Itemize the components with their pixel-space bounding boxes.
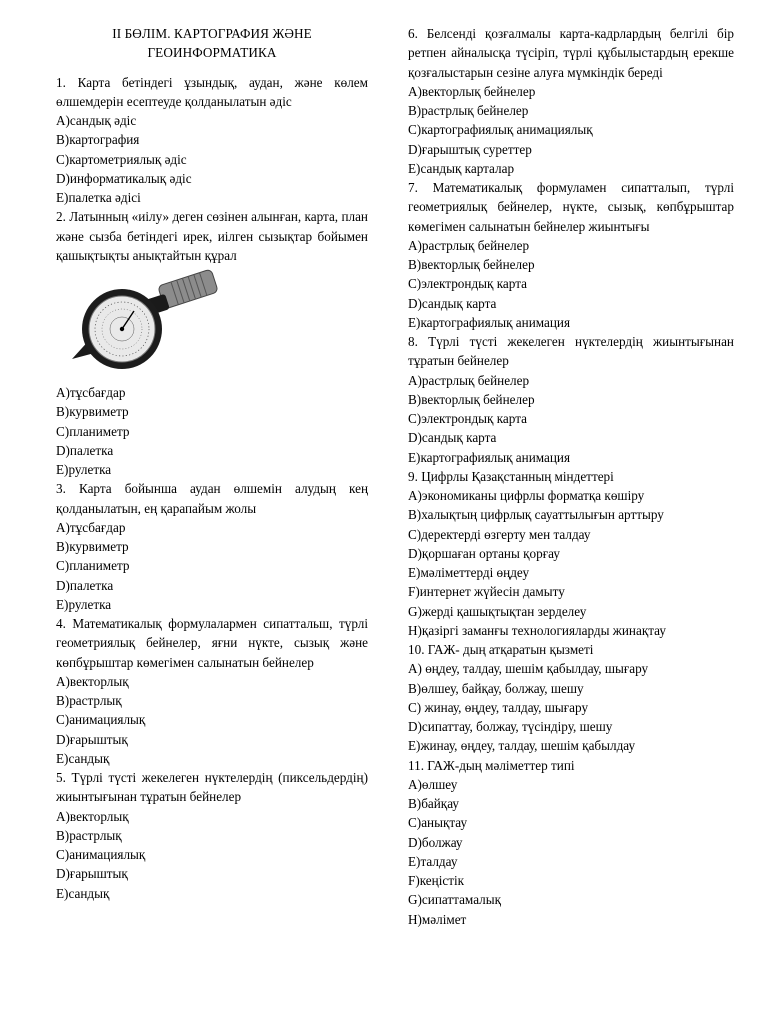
question-text: 1. Карта бетіндегі ұзындық, аудан, және көлем өлшемдерін есептеуде қолданылатын әдіс [56, 74, 368, 109]
option-d: D)ғарыштық [56, 731, 128, 747]
option-b: B)курвиметр [56, 539, 129, 554]
option-e: E)рулетка [56, 462, 112, 477]
option-c: C)анықтау [408, 815, 468, 831]
option-g: G)жерді қашықтықтан зерделеу [408, 603, 587, 619]
title-line-1: ІІ БӨЛІМ. КАРТОГРАФИЯ ЖӘНЕ [112, 26, 312, 41]
question-5 [56, 768, 368, 903]
option-b: B)картография [56, 132, 140, 148]
left-column [56, 24, 368, 903]
question-text: 7. Математикалық формуламен сипатталып, түрлі геометриялық бейнелер, нүкте, сызық, көпбұрыштар көмегімен салынатын бейнелер жиынтығы [408, 180, 734, 234]
option-d: D)информатикалық әдіс [56, 170, 192, 186]
option-b: B)растрлық бейнелер [408, 103, 529, 118]
section-title [56, 24, 368, 63]
option-a: A) өңдеу, талдау, шешім қабылдау, шығару [408, 661, 649, 677]
option-c: C)деректерді өзгерту мен талдау [408, 526, 591, 542]
option-d: D)болжау [408, 834, 463, 850]
question-10 [408, 640, 734, 756]
option-a: A)сандық әдіс [56, 113, 137, 128]
question-4 [56, 614, 368, 768]
option-d: D)сипаттау, болжау, түсіндіру, шешу [408, 719, 613, 734]
option-c: C)планиметр [56, 558, 130, 574]
right-column [408, 24, 734, 929]
option-f: F)интернет жүйесін дамыту [408, 584, 565, 600]
option-c: C)анимациялық [56, 712, 146, 728]
option-c: C)электрондық карта [408, 411, 527, 426]
option-e: E)картографиялық анимация [408, 314, 571, 330]
question-text: 2. Латынның «иілу» деген сөзінен алынған, карта, план және сызба бетіндегі ирек, иілген сызықтар бойымен қашықтықты анықтайтын құрал [56, 209, 368, 263]
question-text: 10. ГАЖ- дың атқаратын қызметі [408, 642, 594, 657]
option-e: E)жинау, өңдеу, талдау, шешім қабылдау [408, 738, 636, 754]
option-a: A)экономиканы цифрлы форматқа көшіру [408, 488, 645, 503]
question-1 [56, 73, 368, 208]
option-a: A)векторлық [56, 673, 129, 689]
question-3 [56, 479, 368, 614]
option-a: A)растрлық бейнелер [408, 372, 530, 388]
question-text: 8. Түрлі түсті жекелеген нүктелердің жиынтығынан тұратын бейнелер [408, 334, 734, 369]
option-a: A)векторлық [56, 808, 129, 824]
title-line-2: ГЕОИНФОРМАТИКА [147, 45, 277, 61]
option-c: C) жинау, өңдеу, талдау, шығару [408, 699, 589, 715]
option-b: B)курвиметр [56, 404, 129, 420]
option-h: H)қазіргі заманғы технологияларды жинақтау [408, 622, 666, 638]
option-c: C)анимациялық [56, 847, 146, 862]
option-e: E)палетка әдісі [56, 190, 141, 205]
question-2 [56, 207, 368, 479]
option-e: E)картографиялық анимация [408, 449, 571, 465]
option-e: E)рулетка [56, 596, 112, 612]
question-8 [408, 332, 734, 467]
question-6 [408, 24, 734, 178]
option-a: A)өлшеу [408, 776, 458, 792]
option-d: D)палетка [56, 442, 114, 458]
question-text: 4. Математикалық формулалармен сипаттальш, түрлі геометриялық бейнелер, яғни нүкте, сызық және көпбұрыштар көмегімен салынатын бейнелер [56, 616, 368, 670]
option-b: B)векторлық бейнелер [408, 257, 535, 272]
option-b: B)халықтың цифрлық сауаттылығын арттыру [408, 507, 664, 523]
option-d: D)палетка [56, 577, 114, 593]
option-c: C)картографиялық анимациялық [408, 122, 593, 138]
curvimeter-image [62, 267, 232, 379]
question-text: 6. Белсенді қозғалмалы карта-кадрлардың белгілі бір ретпен айналысқа түсіріп, түрлі құбылыстардың ерекше қозғалыстарын сезіне алуға мүмкіндік береді [408, 26, 734, 80]
option-b: B)өлшеу, байқау, болжау, шешу [408, 680, 584, 696]
option-h: H)мәлімет [408, 911, 467, 927]
option-d: D)ғарыштық суреттер [408, 141, 532, 157]
option-b: B)растрлық [56, 693, 122, 708]
option-e: E)мәліметтерді өңдеу [408, 565, 530, 580]
curvimeter-icon [62, 267, 232, 379]
question-11 [408, 756, 734, 929]
option-a: A)тұсбағдар [56, 519, 126, 535]
option-e: E)сандық [56, 885, 110, 901]
option-e: E)сандық карталар [408, 160, 515, 176]
option-d: D)ғарыштық [56, 866, 128, 882]
option-d: D)қоршаған ортаны қорғау [408, 545, 560, 561]
option-b: B)растрлық [56, 827, 122, 843]
option-c: C)картометриялық әдіс [56, 151, 187, 167]
option-a: A)растрлық бейнелер [408, 237, 530, 253]
option-d: D)сандық карта [408, 295, 497, 311]
option-e: E)сандық [56, 750, 110, 766]
option-a: A)тұсбағдар [56, 385, 126, 400]
option-c: C)планиметр [56, 423, 130, 439]
option-g: G)сипаттамалық [408, 892, 502, 908]
option-e: E)талдау [408, 853, 458, 869]
question-9 [408, 467, 734, 640]
question-text: 9. Цифрлы Қазақстанның міндеттері [408, 468, 614, 484]
option-f: F)кеңістік [408, 873, 465, 888]
option-b: B)векторлық бейнелер [408, 391, 535, 407]
question-text: 11. ГАЖ-дың мәліметтер типі [408, 757, 575, 773]
question-text: 3. Карта бойынша аудан өлшемін алудың кең қолданылатын, ең қарапайым жолы [56, 481, 368, 516]
question-7 [408, 178, 734, 332]
option-b: B)байқау [408, 796, 459, 811]
option-c: C)электрондық карта [408, 276, 527, 292]
option-a: A)векторлық бейнелер [408, 83, 536, 99]
question-text: 5. Түрлі түсті жекелеген нүктелердің (пиксельдердің) жиынтығынан тұратын бейнелер [56, 770, 368, 805]
option-d: D)сандық карта [408, 430, 497, 446]
